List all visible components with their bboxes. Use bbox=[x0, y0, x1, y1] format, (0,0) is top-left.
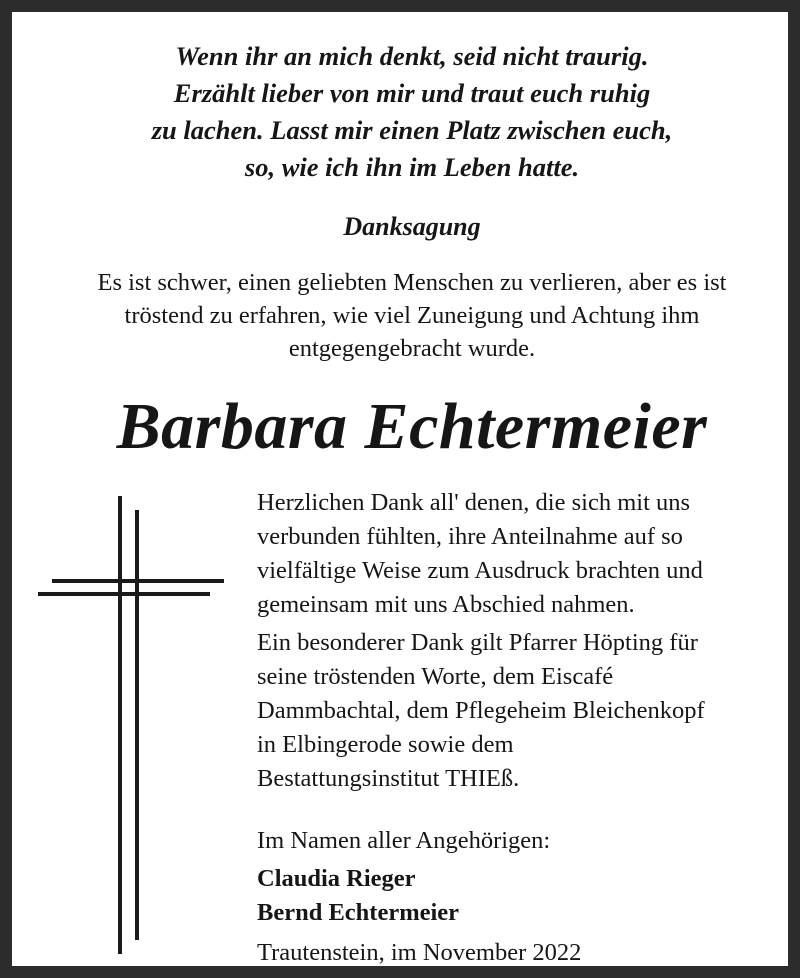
memorial-poem bbox=[32, 38, 792, 186]
thanks-paragraph-2 bbox=[257, 626, 797, 796]
text-line: Herzlichen Dank all' denen, die sich mit uns bbox=[257, 489, 691, 516]
text-line: vielfältige Weise zum Ausdruck brachten und bbox=[257, 557, 703, 584]
text-line: gemeinsam mit uns Abschied nahmen. bbox=[257, 591, 635, 618]
poem-line: zu lachen. Lasst mir einen Platz zwischen euch, bbox=[151, 115, 673, 145]
deceased-name: Barbara Echtermeier bbox=[116, 390, 708, 463]
place-date: Trautenstein, im November 2022 bbox=[257, 939, 582, 966]
signoff-text: Im Namen aller Angehörigen: bbox=[257, 827, 551, 854]
text-line: verbunden fühlten, ihre Anteilnahme auf so bbox=[257, 523, 683, 550]
signer-name: Claudia Rieger bbox=[257, 865, 416, 892]
text-line: seine tröstenden Worte, dem Eiscafé bbox=[257, 663, 614, 690]
notice-heading: Danksagung bbox=[343, 212, 481, 241]
text-line: Bestattungsinstitut THIEß. bbox=[257, 765, 520, 792]
signers-list bbox=[257, 862, 797, 930]
text-line: in Elbingerode sowie dem bbox=[257, 731, 514, 758]
signer-name: Bernd Echtermeier bbox=[257, 899, 460, 926]
poem-line: so, wie ich ihn im Leben hatte. bbox=[244, 152, 580, 182]
intro-line: Es ist schwer, einen geliebten Menschen zu verlieren, aber es ist bbox=[97, 269, 727, 296]
intro-line: entgegengebracht wurde. bbox=[288, 335, 536, 362]
poem-line: Wenn ihr an mich denkt, seid nicht traurig. bbox=[175, 41, 649, 71]
thanks-paragraph-1 bbox=[257, 486, 797, 622]
thanks-text bbox=[257, 486, 797, 930]
text-line: Ein besonderer Dank gilt Pfarrer Höpting für bbox=[257, 629, 698, 656]
cross-icon bbox=[34, 492, 229, 957]
poem-line: Erzählt lieber von mir und traut euch ruhig bbox=[173, 78, 651, 108]
intro-line: tröstend zu erfahren, wie viel Zuneigung und Achtung ihm bbox=[124, 302, 700, 329]
intro-text bbox=[32, 266, 792, 365]
text-line: Dammbachtal, dem Pflegeheim Bleichenkopf bbox=[257, 697, 705, 724]
